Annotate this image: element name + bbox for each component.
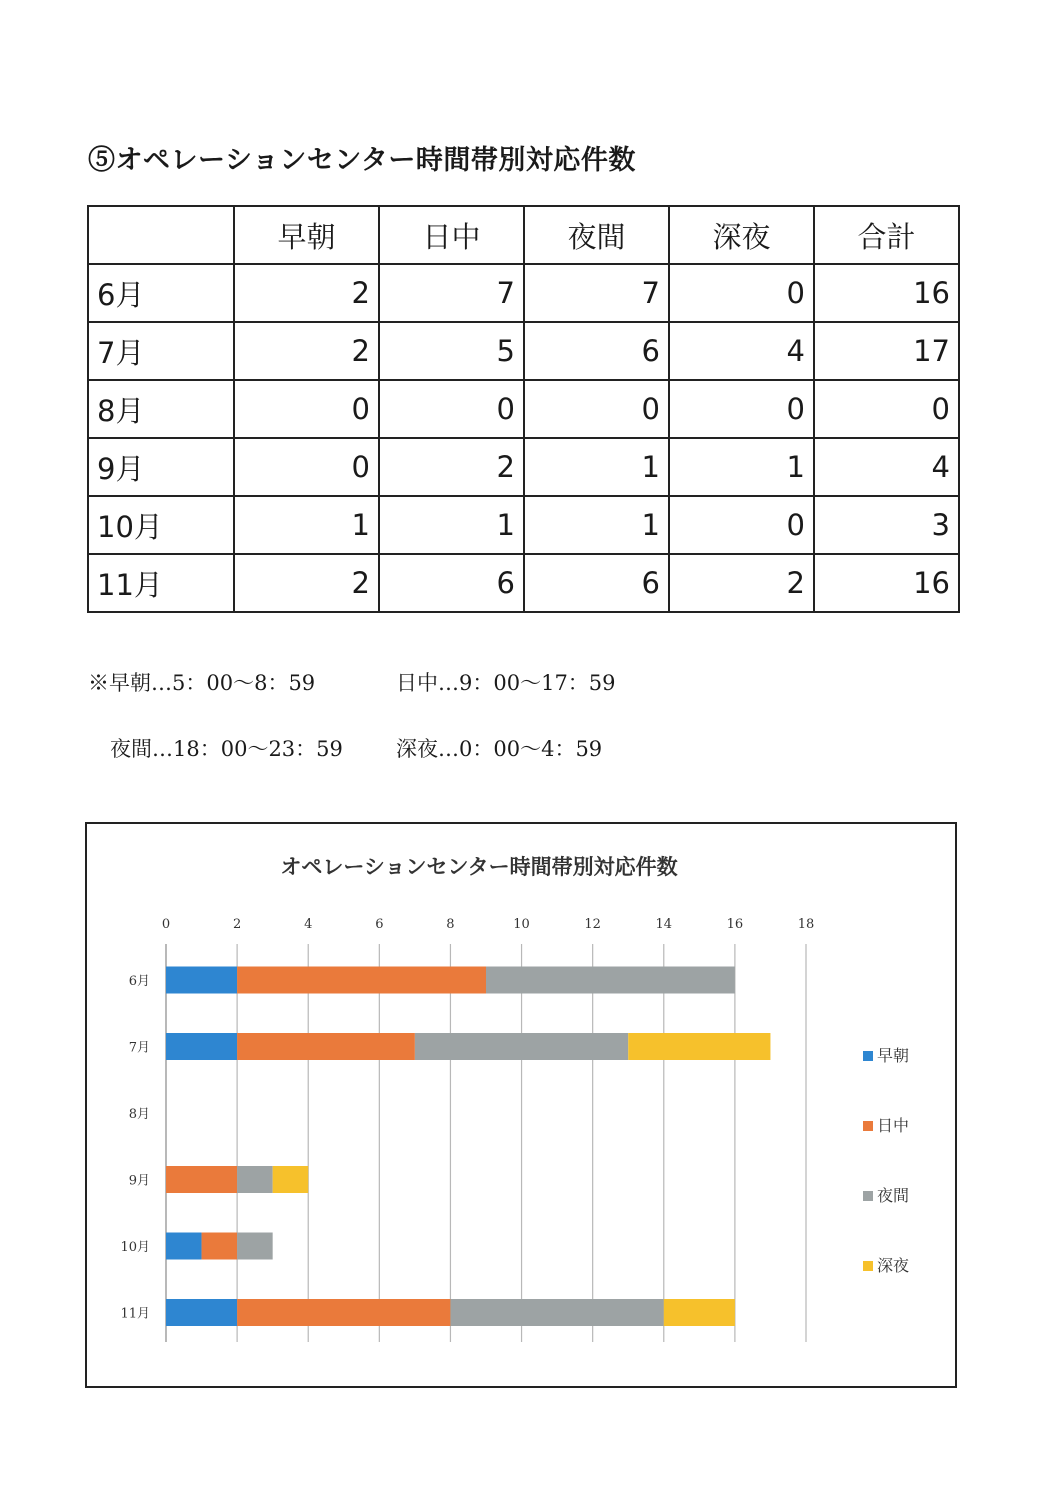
monthly-count-table [87, 205, 960, 613]
header-daytime: 日中 [379, 206, 524, 264]
cell-daytime: 0 [379, 380, 524, 438]
y-category-label: 7月 [128, 1040, 150, 1056]
cell-late-night: 0 [669, 496, 814, 554]
cell-total: 16 [814, 264, 959, 322]
cell-daytime: 1 [379, 496, 524, 554]
legend-swatch [863, 1191, 873, 1201]
stacked-bar-chart [87, 824, 955, 1386]
row-month: 7月 [88, 322, 234, 380]
bar-segment-2 [237, 1299, 450, 1326]
cell-early-morning: 1 [234, 496, 379, 554]
x-tick-label: 6 [375, 917, 384, 932]
header-blank [88, 206, 234, 264]
page-heading: ⑤オペレーションセンター時間帯別対応件数 [88, 145, 636, 176]
cell-early-morning: 2 [234, 264, 379, 322]
note-daytime: 日中…9：00～17：59 [396, 671, 616, 695]
table-row [88, 264, 959, 322]
legend-label: 夜間 [877, 1186, 910, 1205]
x-tick-label: 16 [726, 917, 744, 932]
cell-night: 6 [524, 554, 669, 612]
legend-label: 深夜 [877, 1256, 910, 1275]
legend-swatch [863, 1051, 873, 1061]
bar-segment-3 [486, 967, 735, 994]
cell-late-night: 0 [669, 380, 814, 438]
cell-total: 4 [814, 438, 959, 496]
note-night: 夜間…18：00～23：59 [110, 737, 343, 761]
row-month: 8月 [88, 380, 234, 438]
cell-night: 0 [524, 380, 669, 438]
chart-frame [85, 822, 957, 1388]
table-row [88, 496, 959, 554]
cell-night: 1 [524, 496, 669, 554]
y-category-label: 8月 [128, 1107, 150, 1122]
bar-segment-1 [166, 1299, 237, 1326]
cell-daytime: 6 [379, 554, 524, 612]
cell-daytime: 7 [379, 264, 524, 322]
row-month: 10月 [88, 496, 234, 554]
legend-swatch [863, 1121, 873, 1131]
cell-night: 7 [524, 264, 669, 322]
chart-bars [166, 967, 770, 1327]
legend-label: 早朝 [877, 1046, 910, 1065]
bar-segment-2 [237, 1033, 415, 1060]
cell-early-morning: 0 [234, 380, 379, 438]
x-tick-label: 8 [446, 917, 455, 932]
chart-title: オペレーションセンター時間帯別対応件数 [280, 854, 678, 879]
bar-segment-1 [166, 1033, 237, 1060]
bar-segment-2 [166, 1166, 237, 1193]
bar-segment-1 [166, 1233, 202, 1260]
y-category-label: 6月 [128, 974, 150, 989]
cell-total: 3 [814, 496, 959, 554]
cell-total: 17 [814, 322, 959, 380]
y-category-label: 10月 [120, 1240, 150, 1255]
header-early-morning: 早朝 [234, 206, 379, 264]
row-month: 6月 [88, 264, 234, 322]
note-late-night: 深夜…0：00～4：59 [396, 737, 603, 761]
cell-daytime: 2 [379, 438, 524, 496]
x-tick-label: 0 [161, 917, 171, 932]
chart-legend [863, 1046, 909, 1275]
chart-grid [166, 944, 806, 1342]
x-tick-label: 10 [513, 917, 530, 932]
bar-segment-3 [237, 1233, 273, 1260]
table-row [88, 438, 959, 496]
note-early-morning: ※早朝…5：00～8：59 [88, 671, 316, 695]
y-category-label: 11月 [120, 1306, 150, 1322]
bar-segment-3 [450, 1299, 663, 1326]
cell-late-night: 0 [669, 264, 814, 322]
cell-early-morning: 0 [234, 438, 379, 496]
cell-night: 1 [524, 438, 669, 496]
x-axis-ticks [162, 917, 814, 932]
header-total: 合計 [814, 206, 959, 264]
cell-late-night: 4 [669, 322, 814, 380]
x-tick-label: 4 [304, 917, 313, 932]
bar-segment-1 [166, 967, 237, 994]
legend-swatch [863, 1261, 873, 1271]
x-tick-label: 14 [655, 917, 673, 932]
cell-daytime: 5 [379, 322, 524, 380]
cell-late-night: 2 [669, 554, 814, 612]
y-axis-categories [120, 974, 150, 1322]
bar-segment-4 [664, 1299, 735, 1326]
row-month: 9月 [88, 438, 234, 496]
y-category-label: 9月 [128, 1173, 150, 1189]
legend-label: 日中 [877, 1116, 910, 1135]
x-tick-label: 18 [797, 917, 815, 932]
table-header-row [88, 206, 959, 264]
bar-segment-4 [273, 1166, 309, 1193]
bar-segment-2 [237, 967, 486, 994]
cell-early-morning: 2 [234, 554, 379, 612]
bar-segment-3 [415, 1033, 628, 1060]
row-month: 11月 [88, 554, 234, 612]
cell-total: 16 [814, 554, 959, 612]
bar-segment-4 [628, 1033, 770, 1060]
table-row [88, 380, 959, 438]
cell-early-morning: 2 [234, 322, 379, 380]
bar-segment-3 [237, 1166, 273, 1193]
x-tick-label: 12 [584, 917, 601, 932]
header-late-night: 深夜 [669, 206, 814, 264]
table-row [88, 554, 959, 612]
header-night: 夜間 [524, 206, 669, 264]
bar-segment-2 [202, 1233, 238, 1260]
cell-late-night: 1 [669, 438, 814, 496]
cell-total: 0 [814, 380, 959, 438]
cell-night: 6 [524, 322, 669, 380]
x-tick-label: 2 [232, 917, 242, 932]
table-row [88, 322, 959, 380]
